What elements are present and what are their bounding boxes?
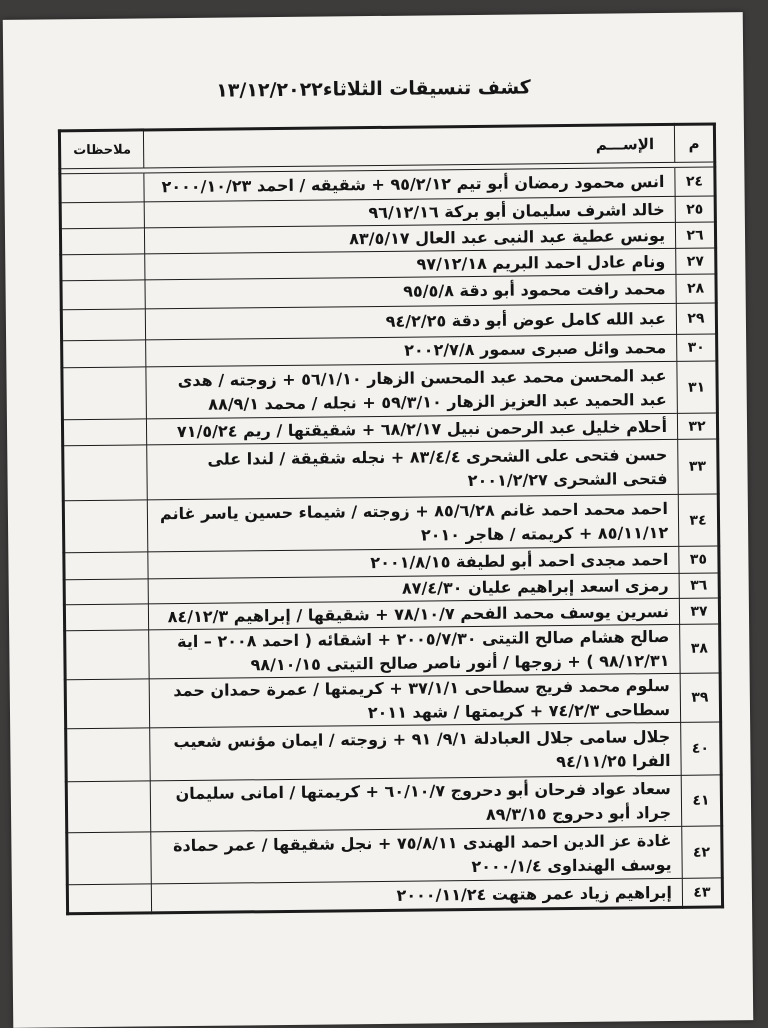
row-number: ٢٩: [676, 303, 716, 334]
row-number: ٢٨: [676, 274, 716, 303]
row-notes: [61, 280, 145, 310]
row-number: ٣٠: [677, 334, 717, 361]
header-num: م: [674, 124, 714, 162]
row-number: ٣٧: [679, 598, 719, 624]
row-notes: [60, 228, 144, 255]
row-name: محمد رافت محمود أبو دقة ٩٥/٥/٨: [145, 274, 676, 309]
row-name: خالد اشرف سليمان أبو بركة ٩٦/١٢/١٦: [144, 196, 675, 228]
table-row: [67, 826, 723, 885]
row-number: ٤٣: [682, 878, 722, 907]
table-row: [66, 722, 722, 782]
row-notes: [64, 552, 148, 580]
row-number: ٣٩: [680, 673, 721, 722]
row-notes: [63, 500, 148, 553]
row-number: ٢٥: [675, 196, 715, 222]
row-notes: [66, 728, 151, 782]
row-name: جلال سامى جلال العبادلة ٩/١/ ٩١ + زوجته / ايمان مؤنس شعيب الفرا ٩٤/١١/٢٥: [150, 722, 682, 781]
table-row: [67, 878, 722, 914]
row-number: ٤٢: [682, 826, 723, 878]
row-name: أحلام خليل عبد الرحمن نبيل ٦٨/٢/١٧ + شقيقتها / ريم ٧١/٥/٢٤: [146, 413, 677, 445]
row-notes: [61, 254, 145, 281]
row-name: ونام عادل احمد البريم ٩٧/١٢/١٨: [145, 248, 676, 280]
header-notes: ملاحظات: [59, 130, 143, 169]
row-notes: [64, 579, 148, 605]
table-row: [62, 361, 718, 420]
row-name: إبراهيم زياد عمر هتهت ٢٠٠٠/١١/٢٤: [151, 878, 682, 913]
row-name: غادة عز الدين احمد الهندى ٧٥/٨/١١ + نجل شقيقها / عمر حمادة يوسف الهنداوى ٢٠٠٠/١/٤: [151, 826, 683, 884]
row-name: احمد مجدى احمد أبو لطيفة ٢٠٠١/٨/١٥: [148, 546, 679, 579]
row-notes: [60, 173, 144, 203]
row-notes: [61, 309, 145, 341]
row-name: صالح هشام صالح التيتى ٢٠٠٥/٧/٣٠ + اشقائه ( احمد ٢٠٠٨ – اية ٩٨/١٢/٣١ ) + زوجها / أنور ناصر صالح التيتى ٩٨/١٠/١٥: [149, 624, 680, 679]
row-name: سعاد عواد فرحان أبو دحروج ٦٠/١٠/٧ + كريمتها / امانى سليمان جراد أبو دحروج ٨٩/٣/١٥: [150, 775, 682, 832]
row-name: محمد وائل صبرى سمور ٢٠٠٢/٧/٨: [146, 334, 677, 367]
row-number: ٣٤: [678, 494, 719, 546]
row-name: انس محمود رمضان أبو تيم ٩٥/٢/١٢ + شقيقه / احمد ٢٠٠٠/١٠/٢٣: [144, 167, 675, 202]
header-name: الإســـم: [143, 124, 674, 168]
row-name: عبد الله كامل عوض أبو دقة ٩٤/٢/٢٥: [145, 303, 676, 340]
row-number: ٣٢: [677, 413, 717, 439]
table-row: [65, 673, 720, 729]
table-row: [65, 624, 720, 680]
row-notes: [67, 832, 152, 885]
row-name: سلوم محمد فريج سطاحى ٣٧/١/١ + كريمتها / عمرة حمدان حمد سطاحى ٧٤/٢/٣ + كريمتها / شهد ٢٠١١: [149, 673, 680, 728]
row-number: ٣٦: [679, 573, 719, 598]
row-number: ٢٧: [676, 248, 716, 274]
row-number: ٢٤: [675, 167, 715, 196]
row-notes: [66, 781, 151, 833]
names-table: [58, 122, 724, 915]
row-name: نسرين يوسف محمد الفحم ٧٨/١٠/٧ + شقيقها / إبراهيم ٨٤/١٢/٣: [148, 598, 679, 630]
row-notes: [62, 340, 146, 368]
row-notes: [65, 679, 150, 729]
table-row: [63, 494, 719, 553]
row-number: ٣١: [677, 361, 718, 413]
row-number: ٢٦: [675, 222, 715, 248]
row-notes: [65, 630, 150, 680]
row-notes: [62, 367, 147, 420]
row-notes: [63, 445, 148, 501]
page-title: كشف تنسيقات الثلاثاء١٣/١٢/٢٠٢٢: [216, 76, 531, 102]
row-number: ٤١: [681, 775, 722, 826]
table-row: [63, 439, 719, 501]
row-notes: [62, 419, 146, 446]
row-number: ٣٨: [680, 624, 721, 673]
row-number: ٣٣: [678, 439, 719, 494]
row-name: رمزى اسعد إبراهيم عليان ٨٧/٤/٣٠: [148, 573, 679, 604]
row-notes: [60, 202, 144, 229]
paper-sheet: [3, 12, 754, 1028]
row-name: يونس عطية عبد النبى عبد العال ٨٣/٥/١٧: [144, 222, 675, 254]
row-notes: [64, 604, 148, 631]
table-body: [60, 162, 723, 914]
row-name: عبد المحسن محمد عبد المحسن الزهار ٥٦/١/١٠ + زوجته / هدى عبد الحميد عبد العزيز الزهار ٥٩/٣/١٠ + نجله / محمد ٨٨/٩/١: [146, 361, 678, 419]
row-name: احمد محمد احمد غانم ٨٥/٦/٢٨ + زوجته / شيماء حسين ياسر غانم ٨٥/١١/١٢ + كريمته / هاجر ٢٠١٠: [147, 494, 679, 552]
table-row: [66, 775, 721, 833]
row-number: ٣٥: [679, 546, 719, 573]
row-number: ٤٠: [681, 722, 722, 775]
row-name: حسن فتحى على الشحرى ٨٣/٤/٤ + نجله شقيقة / لندا على فتحى الشحرى ٢٠٠١/٢/٢٧: [147, 439, 679, 500]
row-notes: [67, 884, 151, 914]
